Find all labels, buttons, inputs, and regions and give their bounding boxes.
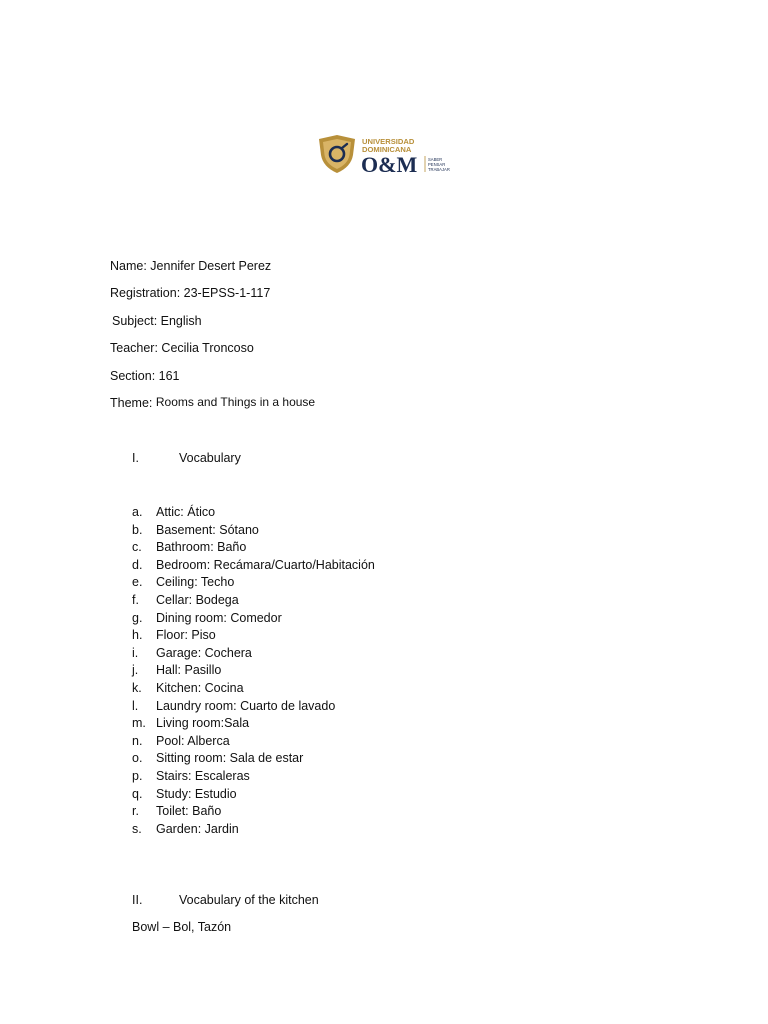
- list-term: Study: Estudio: [156, 786, 237, 801]
- logo-wordmark: O&M: [361, 152, 418, 175]
- list-term: Basement: Sótano: [156, 522, 259, 537]
- logo-line1: UNIVERSIDAD: [362, 137, 415, 146]
- name-line: Name: Jennifer Desert Perez: [110, 259, 272, 273]
- list-term: Living room:Sala: [156, 716, 250, 731]
- theme-line: [110, 396, 315, 410]
- list-letter: s.: [132, 821, 142, 836]
- logo-motto-1: SABER: [428, 157, 443, 162]
- list-letter: b.: [132, 522, 143, 537]
- list-letter: k.: [132, 680, 142, 695]
- list-term: Cellar: Bodega: [156, 592, 239, 607]
- list-letter: p.: [132, 768, 143, 783]
- list-letter: f.: [132, 592, 139, 607]
- section-line: Section: 161: [110, 369, 180, 383]
- list-term: Stairs: Escaleras: [156, 768, 250, 783]
- list-term: Laundry room: Cuarto de lavado: [156, 698, 336, 713]
- list-term: Ceiling: Techo: [156, 575, 235, 590]
- subject-line: Subject: English: [112, 314, 202, 328]
- list-term: Pool: Alberca: [156, 733, 230, 748]
- kitchen-vocab-line: Bowl – Bol, Tazón: [132, 920, 232, 934]
- list-letter: q.: [132, 786, 143, 801]
- section-number: II.: [132, 893, 143, 907]
- list-term: Kitchen: Cocina: [156, 680, 244, 695]
- theme-label: Theme:: [110, 396, 153, 410]
- list-term: Toilet: Baño: [156, 804, 222, 819]
- list-term: Bathroom: Baño: [156, 540, 247, 555]
- registration-line: Registration: 23-EPSS-1-117: [110, 286, 271, 300]
- list-letter: a.: [132, 505, 143, 519]
- list-term: Floor: Piso: [156, 628, 216, 643]
- list-letter: j.: [132, 663, 139, 678]
- list-term: Sitting room: Sala de estar: [156, 751, 304, 766]
- list-term: Garden: Jardin: [156, 821, 239, 836]
- list-term: Dining room: Comedor: [156, 610, 282, 625]
- list-term: Bedroom: Recámara/Cuarto/Habitación: [156, 557, 375, 572]
- list-letter: g.: [132, 610, 143, 625]
- list-letter: i.: [132, 645, 139, 660]
- logo-motto-2: PENSAR: [428, 162, 446, 167]
- section-title: Vocabulary of the kitchen: [179, 893, 319, 907]
- list-letter: c.: [132, 540, 142, 555]
- list-letter: h.: [132, 628, 143, 643]
- list-letter: r.: [132, 804, 139, 819]
- section-title: Vocabulary: [179, 451, 241, 465]
- list-letter: l.: [132, 698, 139, 713]
- university-logo: [318, 135, 458, 175]
- list-term: Hall: Pasillo: [156, 663, 222, 678]
- logo-motto-3: TRABAJAR: [428, 167, 450, 172]
- teacher-line: Teacher: Cecilia Troncoso: [110, 341, 254, 355]
- logo-line2: DOMINICANA: [362, 145, 412, 154]
- list-term: Garage: Cochera: [156, 645, 252, 660]
- list-letter: e.: [132, 575, 143, 590]
- section-number: I.: [132, 451, 139, 465]
- theme-value: Rooms and Things in a house: [155, 395, 316, 409]
- list-letter: d.: [132, 557, 143, 572]
- list-letter: m.: [132, 716, 146, 731]
- list-letter: o.: [132, 751, 143, 766]
- list-term: Attic: Ático: [156, 505, 216, 519]
- list-letter: n.: [132, 733, 143, 748]
